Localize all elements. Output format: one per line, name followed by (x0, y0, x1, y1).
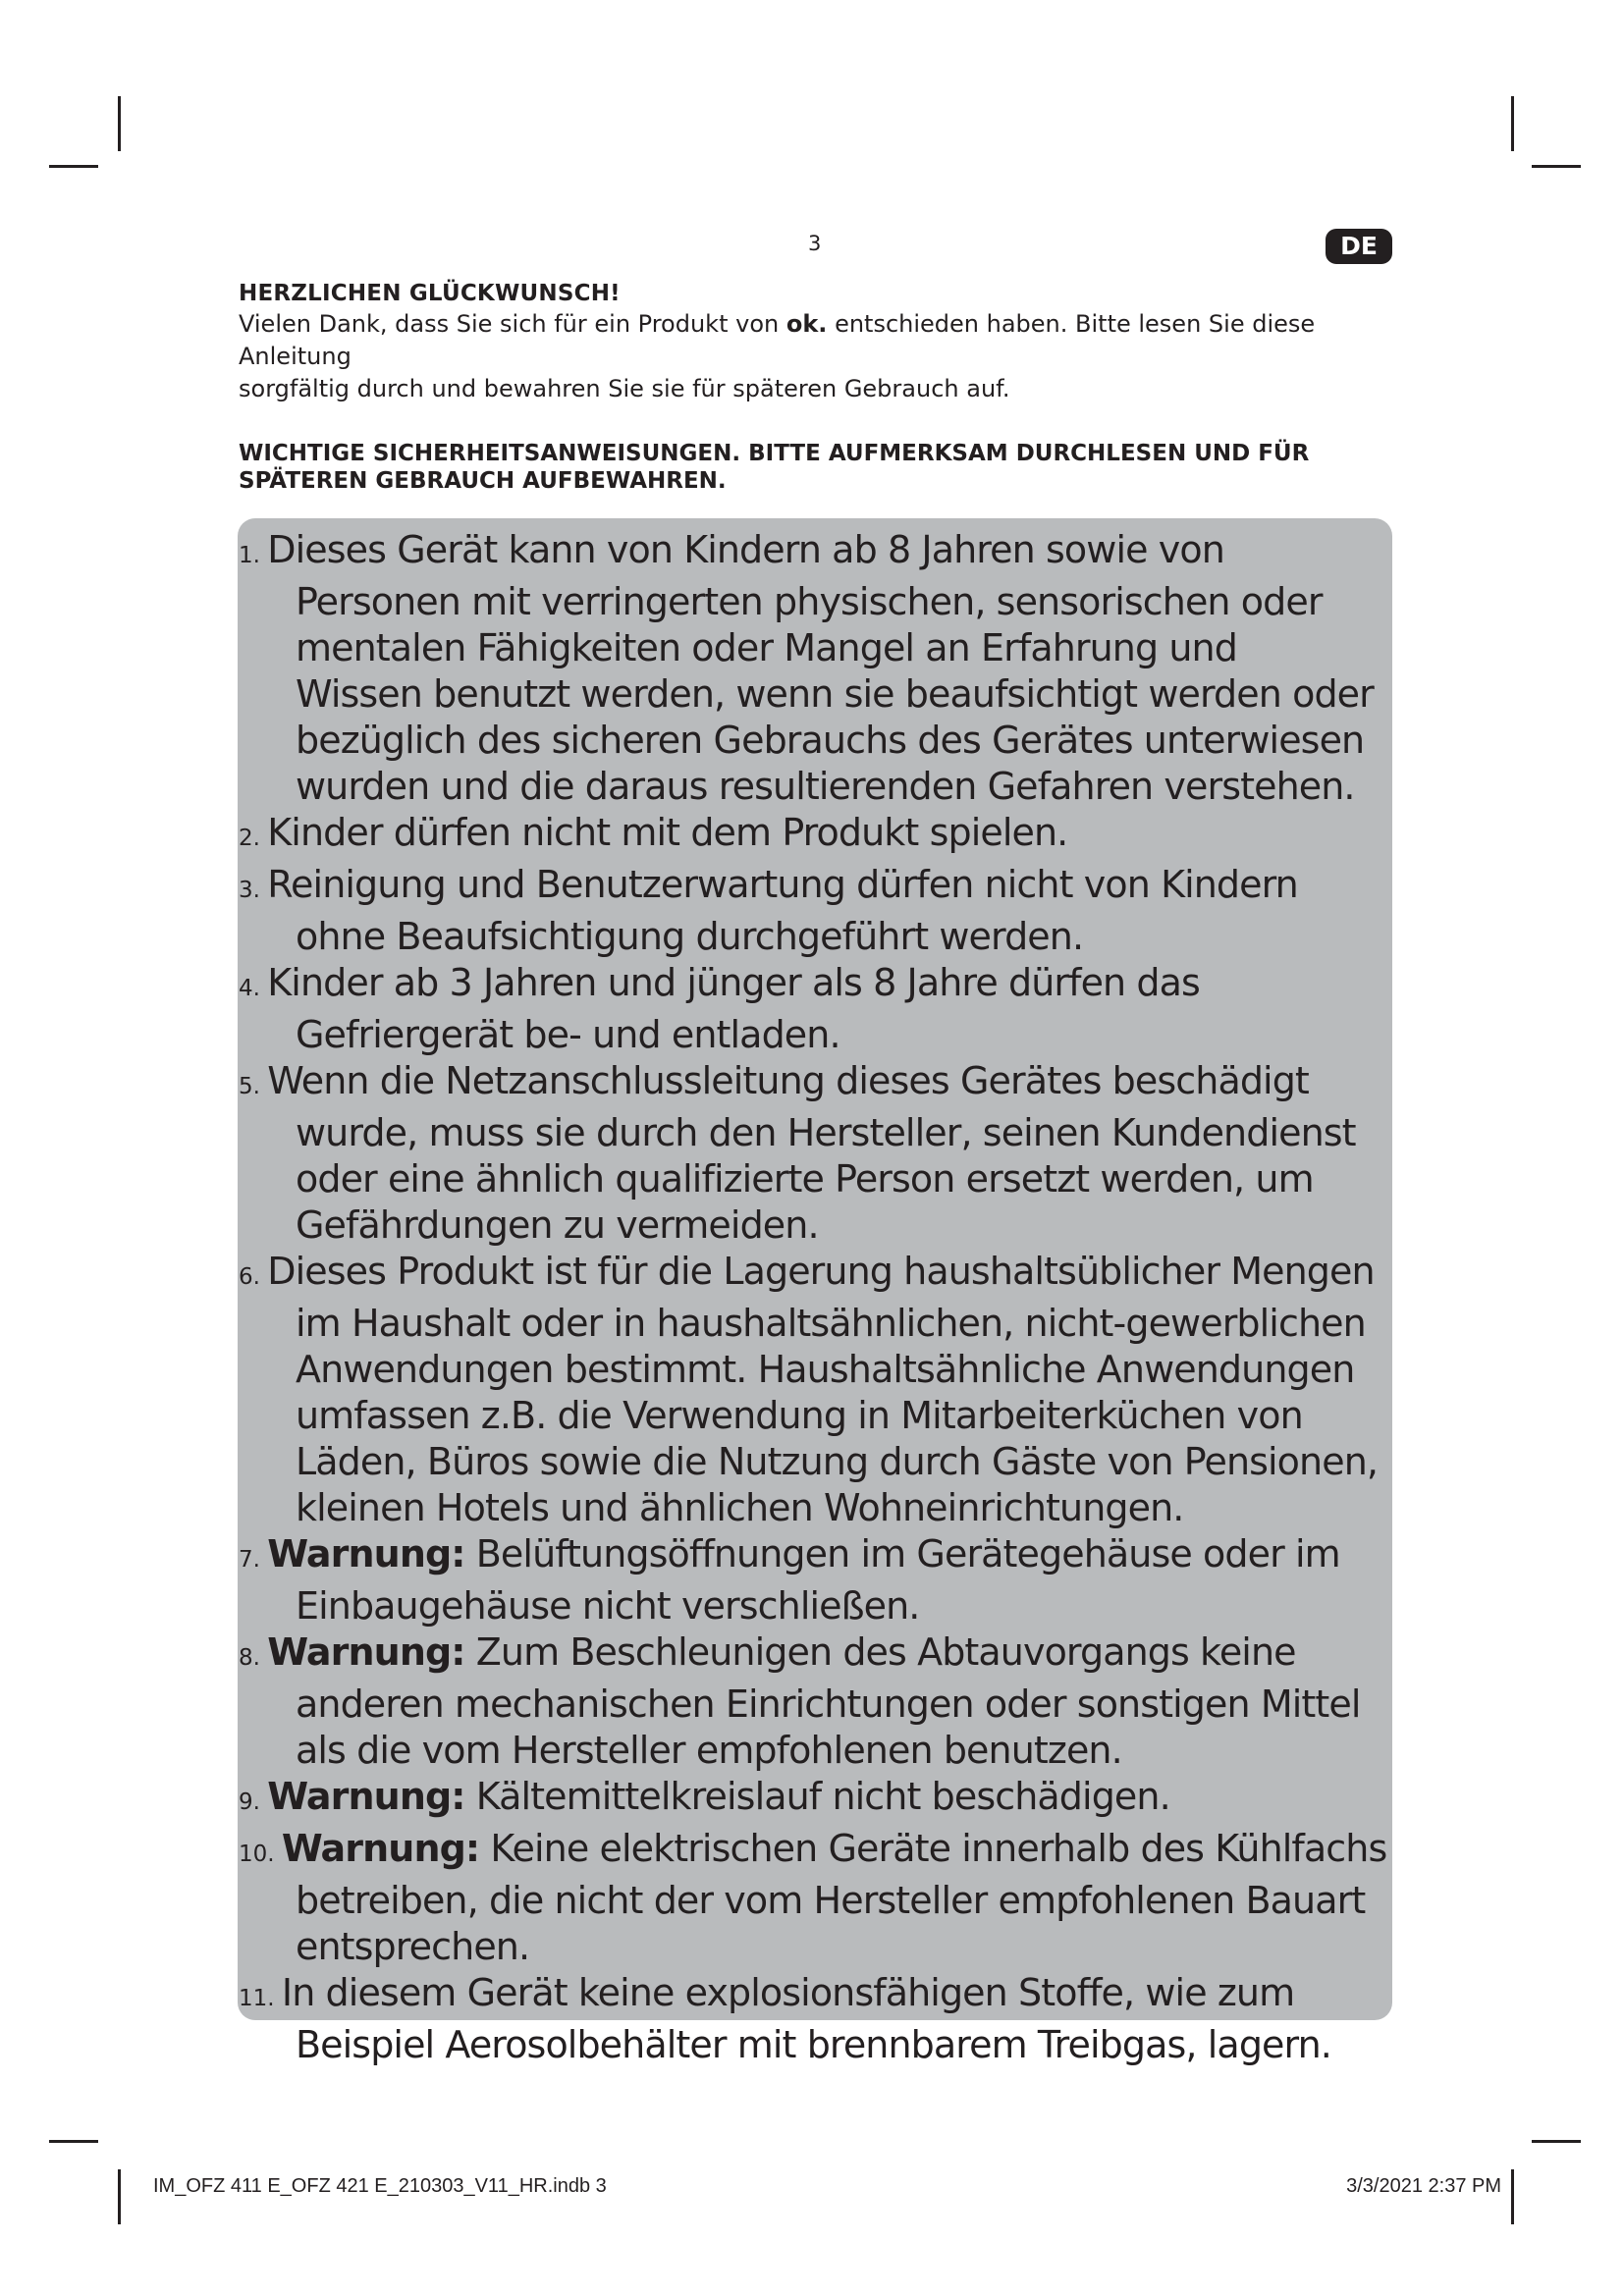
crop-mark (118, 96, 121, 151)
safety-item-text: Keine elektrischen Geräte innerhalb des Kühlfachs (479, 1827, 1387, 1870)
safety-item-line (239, 1156, 1392, 1202)
safety-item-text: Wenn die Netzanschlussleitung dieses Gerätes beschädigt (267, 1059, 1309, 1102)
intro-text: entschieden haben. Bitte lesen Sie diese Anleitung (239, 310, 1316, 370)
safety-item (239, 1629, 1392, 1774)
item-number: 9. (239, 1789, 268, 1815)
item-number: 2. (239, 826, 268, 851)
item-number: 4. (239, 976, 268, 1001)
safety-item-line (239, 1970, 1392, 2022)
safety-item-text: Kinder ab 3 Jahren und jünger als 8 Jahre dürfen das (267, 961, 1200, 1004)
safety-heading (239, 440, 1397, 495)
safety-item-text: Einbaugehäuse nicht verschließen. (296, 1584, 920, 1628)
safety-item-line (239, 527, 1392, 579)
footer-date-time: 3/3/2021 2:37 PM (1346, 2175, 1501, 2197)
item-number: 10. (239, 1842, 282, 1867)
safety-item-text: Anwendungen bestimmt. Haushaltsähnliche Anwendungen (296, 1348, 1355, 1391)
crop-mark (1511, 2169, 1514, 2224)
warning-label: Warnung: (267, 1775, 465, 1818)
item-number: 5. (239, 1074, 268, 1099)
safety-item-text: im Haushalt oder in haushaltsähnlichen, nicht-gewerblichen (296, 1302, 1366, 1345)
crop-mark (1532, 2140, 1581, 2143)
safety-item-line (239, 1347, 1392, 1393)
warning-label: Warnung: (267, 1532, 465, 1575)
crop-mark (49, 2140, 98, 2143)
safety-item-text: Personen mit verringerten physischen, sensorischen oder (296, 580, 1323, 623)
safety-item-line (239, 960, 1392, 1012)
safety-item-text: Zum Beschleunigen des Abtauvorgangs keine (464, 1630, 1296, 1674)
safety-item (239, 1970, 1392, 2068)
safety-item-line (239, 1826, 1392, 1878)
crop-mark (49, 165, 98, 168)
warning-label: Warnung: (267, 1630, 465, 1674)
safety-item-text: mentalen Fähigkeiten oder Mangel an Erfahrung und (296, 626, 1237, 669)
safety-item-line (239, 625, 1392, 671)
safety-item-line (239, 2022, 1392, 2068)
safety-item-text: bezüglich des sicheren Gebrauchs des Gerätes unterwiesen (296, 719, 1365, 762)
safety-item-text: wurden und die daraus resultierenden Gefahren verstehen. (296, 765, 1355, 808)
language-badge: DE (1326, 229, 1392, 264)
safety-item-text: Reinigung und Benutzerwartung dürfen nicht von Kindern (267, 863, 1298, 906)
safety-item-line (239, 1485, 1392, 1531)
safety-item-text: als die vom Hersteller empfohlenen benutzen. (296, 1729, 1122, 1772)
safety-item-text: Gefährdungen zu vermeiden. (296, 1203, 819, 1247)
item-number: 3. (239, 878, 268, 903)
safety-item (239, 1531, 1392, 1629)
item-number: 6. (239, 1264, 268, 1290)
safety-item-line (239, 1531, 1392, 1583)
safety-item-line (239, 1774, 1392, 1826)
safety-item-text: In diesem Gerät keine explosionsfähigen Stoffe, wie zum (281, 1971, 1295, 2014)
safety-item-text: Beispiel Aerosolbehälter mit brennbarem Treibgas, lagern. (296, 2023, 1331, 2066)
safety-item-line (239, 862, 1392, 914)
crop-mark (118, 2169, 121, 2224)
safety-item-text: umfassen z.B. die Verwendung in Mitarbeiterküchen von (296, 1394, 1303, 1437)
item-number: 11. (239, 1986, 282, 2011)
safety-item (239, 960, 1392, 1058)
page-number: 3 (808, 232, 822, 255)
safety-item-text: Gefriergerät be- und entladen. (296, 1013, 840, 1056)
safety-item-text: Dieses Produkt ist für die Lagerung haushaltsüblicher Mengen (267, 1250, 1375, 1293)
safety-heading-line: WICHTIGE SICHERHEITSANWEISUNGEN. BITTE AUFMERKSAM DURCHLESEN UND FÜR (239, 441, 1310, 466)
safety-item-text: oder eine ähnlich qualifizierte Person ersetzt werden, um (296, 1157, 1314, 1201)
safety-item-line (239, 1682, 1392, 1728)
safety-item-text: kleinen Hotels und ähnlichen Wohneinrichtungen. (296, 1486, 1184, 1529)
safety-item-line (239, 1728, 1392, 1774)
safety-item-line (239, 1924, 1392, 1970)
safety-item-line (239, 1301, 1392, 1347)
safety-item (239, 810, 1392, 862)
safety-item-line (239, 1012, 1392, 1058)
congrats-heading: HERZLICHEN GLÜCKWUNSCH! (239, 281, 621, 306)
footer-file-name: IM_OFZ 411 E_OFZ 421 E_210303_V11_HR.indb 3 (153, 2175, 607, 2197)
safety-item-line (239, 764, 1392, 810)
safety-item-line (239, 914, 1392, 960)
safety-item-text: Dieses Gerät kann von Kindern ab 8 Jahren sowie von (267, 528, 1224, 571)
safety-item-line (239, 1202, 1392, 1249)
safety-heading-line: SPÄTEREN GEBRAUCH AUFBEWAHREN. (239, 468, 727, 494)
safety-item-text: Kältemittelkreislauf nicht beschädigen. (464, 1775, 1170, 1818)
safety-item-line (239, 810, 1392, 862)
safety-item-text: entsprechen. (296, 1925, 530, 1968)
safety-item-line (239, 1583, 1392, 1629)
brand-name: ok. (785, 310, 828, 338)
safety-item-text: Belüftungsöffnungen im Gerätegehäuse oder im (464, 1532, 1340, 1575)
safety-item-line (239, 671, 1392, 718)
safety-item (239, 1249, 1392, 1531)
crop-mark (1532, 165, 1581, 168)
safety-item-text: wurde, muss sie durch den Hersteller, seinen Kundendienst (296, 1111, 1356, 1154)
safety-list (239, 527, 1392, 2068)
safety-item-line (239, 579, 1392, 625)
safety-item-text: betreiben, die nicht der vom Hersteller empfohlenen Bauart (296, 1879, 1366, 1922)
safety-item-line (239, 1878, 1392, 1924)
safety-item-line (239, 1439, 1392, 1485)
safety-item-line (239, 1110, 1392, 1156)
safety-item (239, 1058, 1392, 1249)
safety-item-line (239, 1393, 1392, 1439)
intro-paragraph (239, 308, 1397, 405)
safety-item-line (239, 1058, 1392, 1110)
safety-item (239, 1826, 1392, 1970)
safety-item-line (239, 1249, 1392, 1301)
safety-item-line (239, 1629, 1392, 1682)
item-number: 1. (239, 543, 268, 568)
item-number: 7. (239, 1547, 268, 1573)
safety-item (239, 1774, 1392, 1826)
item-number: 8. (239, 1645, 268, 1671)
safety-item-text: anderen mechanischen Einrichtungen oder sonstigen Mittel (296, 1682, 1361, 1726)
warning-label: Warnung: (281, 1827, 480, 1870)
intro-line-2: sorgfältig durch und bewahren Sie sie für späteren Gebrauch auf. (239, 375, 1010, 402)
safety-item-line (239, 718, 1392, 764)
safety-item-text: Läden, Büros sowie die Nutzung durch Gäste von Pensionen, (296, 1440, 1379, 1483)
intro-text: Vielen Dank, dass Sie sich für ein Produkt von (239, 310, 786, 338)
crop-mark (1511, 96, 1514, 151)
safety-item (239, 527, 1392, 810)
safety-item-text: ohne Beaufsichtigung durchgeführt werden. (296, 915, 1084, 958)
safety-item-text: Wissen benutzt werden, wenn sie beaufsichtigt werden oder (296, 672, 1374, 716)
safety-item (239, 862, 1392, 960)
safety-item-text: Kinder dürfen nicht mit dem Produkt spielen. (267, 811, 1068, 854)
intro-line-1 (239, 308, 1397, 373)
